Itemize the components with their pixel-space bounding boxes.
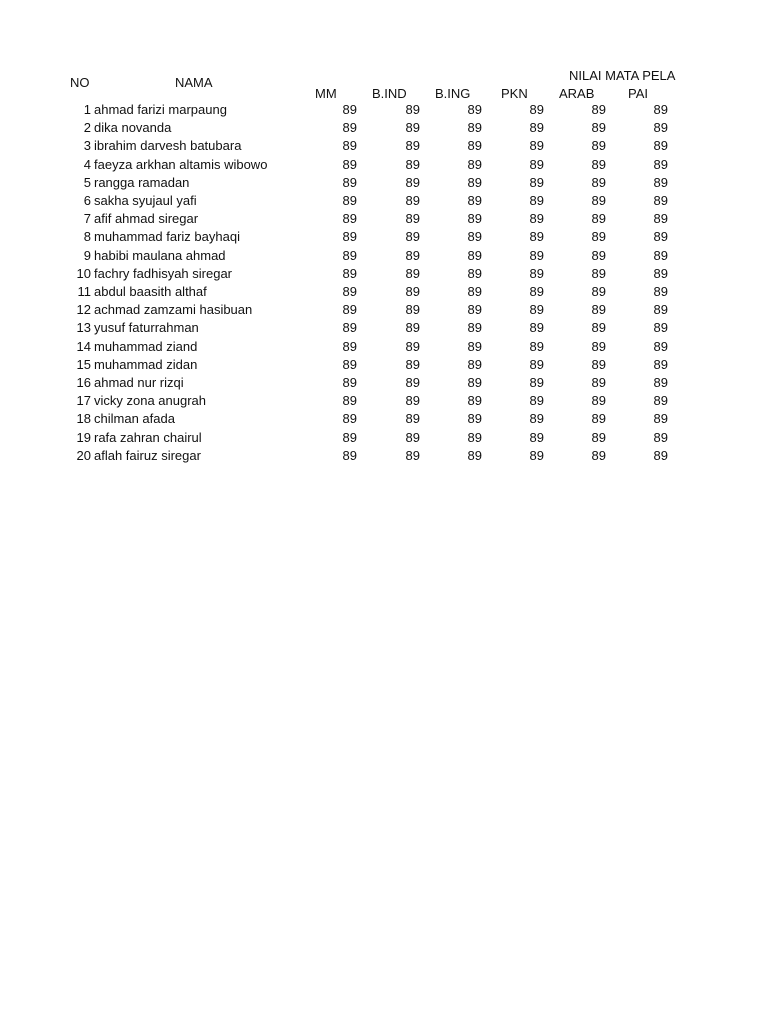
table-row — [0, 120, 768, 138]
student-name: ahmad farizi marpaung — [94, 102, 227, 117]
score-cell: 89 — [591, 320, 606, 336]
subject-header-bing: B.ING — [435, 86, 471, 101]
score-cell: 89 — [653, 120, 668, 136]
score-cell: 89 — [405, 120, 420, 136]
score-cell: 89 — [529, 356, 544, 372]
score-cell: 89 — [591, 429, 606, 445]
score-cell: 89 — [653, 156, 668, 172]
table-row — [0, 339, 768, 357]
score-cell: 89 — [342, 447, 357, 463]
student-name: achmad zamzami hasibuan — [94, 302, 253, 318]
score-cell: 89 — [405, 174, 420, 190]
score-cell: 89 — [342, 247, 357, 263]
score-cell: 89 — [467, 302, 482, 318]
score-cell: 89 — [342, 156, 357, 172]
score-cell: 89 — [342, 265, 357, 281]
score-cell: 89 — [342, 174, 357, 190]
score-cell: 89 — [529, 411, 544, 427]
score-cell: 89 — [405, 102, 420, 117]
score-cell: 89 — [653, 320, 668, 336]
score-cell: 89 — [405, 265, 420, 281]
score-cell: 89 — [405, 247, 420, 263]
table-row — [0, 357, 768, 375]
score-cell: 89 — [405, 356, 420, 372]
score-cell: 89 — [653, 138, 668, 154]
score-cell: 89 — [591, 138, 606, 154]
score-cell: 89 — [653, 265, 668, 281]
student-name: rafa zahran chairul — [94, 429, 202, 445]
score-cell: 89 — [653, 174, 668, 190]
score-cell: 89 — [653, 393, 668, 409]
score-cell: 89 — [529, 211, 544, 227]
score-cell: 89 — [529, 284, 544, 299]
score-cell: 89 — [591, 284, 606, 299]
score-cell: 89 — [467, 174, 482, 190]
column-header-no: NO — [70, 75, 90, 90]
student-name: abdul baasith althaf — [94, 284, 207, 299]
student-name: habibi maulana ahmad — [94, 247, 226, 263]
score-cell: 89 — [342, 138, 357, 154]
score-cell: 89 — [653, 193, 668, 208]
score-cell: 89 — [467, 193, 482, 208]
score-cell: 89 — [591, 356, 606, 372]
score-cell: 89 — [529, 156, 544, 172]
student-name: ahmad nur rizqi — [94, 375, 184, 390]
score-cell: 89 — [529, 247, 544, 263]
score-cell: 89 — [653, 375, 668, 390]
table-row — [0, 430, 768, 448]
score-cell: 89 — [467, 447, 482, 463]
score-cell: 89 — [653, 211, 668, 227]
table-row — [0, 229, 768, 247]
row-number: 7 — [83, 211, 91, 227]
table-row — [0, 448, 768, 466]
score-cell: 89 — [591, 265, 606, 281]
row-number: 3 — [83, 138, 91, 154]
score-cell: 89 — [591, 174, 606, 190]
score-cell: 89 — [405, 411, 420, 427]
row-number: 4 — [83, 156, 91, 172]
row-number: 11 — [77, 284, 91, 299]
score-cell: 89 — [405, 156, 420, 172]
score-cell: 89 — [342, 375, 357, 390]
score-cell: 89 — [653, 338, 668, 354]
score-cell: 89 — [467, 375, 482, 390]
row-number: 2 — [83, 120, 91, 136]
table-row — [0, 411, 768, 429]
score-cell: 89 — [591, 229, 606, 245]
student-name: faeyza arkhan altamis wibowo — [94, 156, 268, 172]
score-cell: 89 — [342, 320, 357, 336]
table-row — [0, 102, 768, 120]
row-number: 8 — [83, 229, 91, 245]
student-name: fachry fadhisyah siregar — [94, 265, 233, 281]
row-number: 5 — [83, 174, 91, 190]
table-row — [0, 175, 768, 193]
table-row — [0, 193, 768, 211]
table-row — [0, 302, 768, 320]
score-cell: 89 — [467, 320, 482, 336]
table-row — [0, 248, 768, 266]
score-cell: 89 — [529, 102, 544, 117]
subject-header-bind: B.IND — [372, 86, 407, 101]
column-header-nama: NAMA — [175, 75, 213, 90]
row-number: 15 — [76, 356, 91, 372]
score-cell: 89 — [467, 102, 482, 117]
score-cell: 89 — [529, 138, 544, 154]
row-number: 12 — [76, 302, 91, 318]
score-cell: 89 — [653, 229, 668, 245]
row-number: 20 — [76, 447, 91, 463]
score-cell: 89 — [342, 356, 357, 372]
score-cell: 89 — [342, 193, 357, 208]
row-number: 6 — [83, 193, 91, 208]
score-cell: 89 — [467, 229, 482, 245]
score-cell: 89 — [405, 375, 420, 390]
table-row — [0, 138, 768, 156]
score-cell: 89 — [653, 447, 668, 463]
score-cell: 89 — [405, 320, 420, 336]
table-row — [0, 157, 768, 175]
score-cell: 89 — [529, 229, 544, 245]
score-cell: 89 — [405, 211, 420, 227]
student-name: vicky zona anugrah — [94, 393, 207, 409]
score-cell: 89 — [405, 447, 420, 463]
row-number: 9 — [83, 247, 91, 263]
score-cell: 89 — [405, 429, 420, 445]
score-cell: 89 — [591, 375, 606, 390]
student-name: chilman afada — [94, 411, 175, 427]
score-cell: 89 — [591, 102, 606, 117]
student-name: muhammad zidan — [94, 356, 198, 372]
score-cell: 89 — [405, 284, 420, 299]
score-cell: 89 — [653, 429, 668, 445]
subject-header-mm: MM — [315, 86, 337, 101]
score-cell: 89 — [467, 156, 482, 172]
score-cell: 89 — [467, 138, 482, 154]
score-cell: 89 — [467, 265, 482, 281]
score-cell: 89 — [529, 429, 544, 445]
score-cell: 89 — [467, 356, 482, 372]
table-row — [0, 266, 768, 284]
student-name: aflah fairuz siregar — [94, 447, 201, 463]
score-cell: 89 — [653, 302, 668, 318]
score-cell: 89 — [591, 302, 606, 318]
student-name: muhammad ziand — [94, 338, 198, 354]
score-cell: 89 — [467, 247, 482, 263]
score-cell: 89 — [405, 302, 420, 318]
score-cell: 89 — [529, 338, 544, 354]
score-cell: 89 — [467, 411, 482, 427]
table-row — [0, 320, 768, 338]
score-cell: 89 — [342, 393, 357, 409]
score-cell: 89 — [467, 284, 482, 299]
score-cell: 89 — [529, 120, 544, 136]
score-cell: 89 — [653, 411, 668, 427]
score-cell: 89 — [342, 302, 357, 318]
table-row — [0, 393, 768, 411]
score-cell: 89 — [405, 393, 420, 409]
score-cell: 89 — [467, 211, 482, 227]
row-number: 19 — [76, 429, 91, 445]
student-name: dika novanda — [94, 120, 172, 136]
score-cell: 89 — [591, 193, 606, 208]
subject-header-pkn: PKN — [501, 86, 528, 101]
score-cell: 89 — [467, 429, 482, 445]
row-number: 1 — [83, 102, 91, 117]
student-name: ibrahim darvesh batubara — [94, 138, 242, 154]
student-name: rangga ramadan — [94, 174, 190, 190]
score-cell: 89 — [591, 338, 606, 354]
score-cell: 89 — [653, 284, 668, 299]
score-cell: 89 — [529, 375, 544, 390]
row-number: 17 — [76, 393, 91, 409]
score-cell: 89 — [405, 193, 420, 208]
score-cell: 89 — [467, 338, 482, 354]
student-name: yusuf faturrahman — [94, 320, 199, 336]
score-cell: 89 — [405, 338, 420, 354]
table-row — [0, 211, 768, 229]
score-cell: 89 — [529, 320, 544, 336]
score-cell: 89 — [342, 284, 357, 299]
student-name: afif ahmad siregar — [94, 211, 199, 227]
table-row — [0, 284, 768, 302]
subject-header-arab: ARAB — [559, 86, 595, 101]
score-cell: 89 — [591, 211, 606, 227]
score-cell: 89 — [529, 174, 544, 190]
row-number: 13 — [76, 320, 91, 336]
score-cell: 89 — [529, 265, 544, 281]
score-cell: 89 — [653, 247, 668, 263]
score-cell: 89 — [591, 120, 606, 136]
column-group-header-nilai: NILAI MATA PELA — [569, 68, 676, 83]
student-name: muhammad fariz bayhaqi — [94, 229, 240, 245]
score-cell: 89 — [405, 229, 420, 245]
score-cell: 89 — [342, 338, 357, 354]
score-cell: 89 — [591, 156, 606, 172]
row-number: 10 — [76, 265, 91, 281]
score-cell: 89 — [342, 411, 357, 427]
row-number: 16 — [76, 375, 91, 390]
score-cell: 89 — [653, 356, 668, 372]
score-cell: 89 — [529, 393, 544, 409]
score-cell: 89 — [591, 393, 606, 409]
score-cell: 89 — [405, 138, 420, 154]
score-cell: 89 — [529, 193, 544, 208]
student-name: sakha syujaul yafi — [94, 193, 197, 208]
table-row — [0, 375, 768, 393]
score-cell: 89 — [342, 102, 357, 117]
score-cell: 89 — [591, 411, 606, 427]
score-cell: 89 — [653, 102, 668, 117]
score-cell: 89 — [591, 247, 606, 263]
score-cell: 89 — [467, 393, 482, 409]
score-cell: 89 — [529, 447, 544, 463]
row-number: 18 — [76, 411, 91, 427]
score-cell: 89 — [342, 429, 357, 445]
score-cell: 89 — [342, 211, 357, 227]
row-number: 14 — [76, 338, 91, 354]
score-cell: 89 — [342, 229, 357, 245]
score-cell: 89 — [342, 120, 357, 136]
score-cell: 89 — [467, 120, 482, 136]
subject-header-pai: PAI — [628, 86, 648, 101]
score-cell: 89 — [529, 302, 544, 318]
score-cell: 89 — [591, 447, 606, 463]
